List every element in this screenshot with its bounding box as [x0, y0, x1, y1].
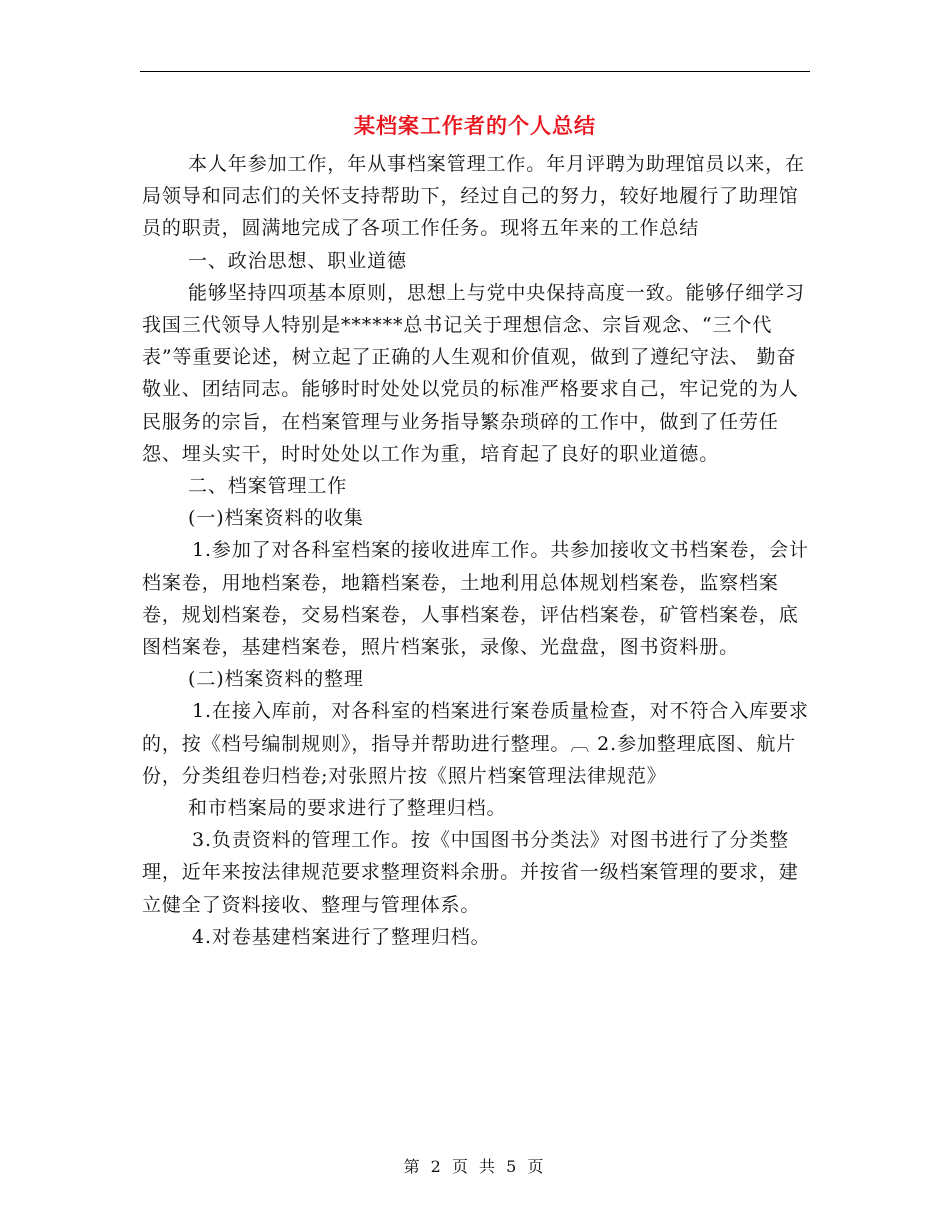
section-heading-1: 一、政治思想、职业道德 [188, 249, 407, 272]
header-rule [140, 71, 810, 72]
paragraph-politics: 能够坚持四项基本原则，思想上与党中央保持高度一致。能够仔细学习我国三代领导人特别是******总书记关于理想信念、宗旨观念、“三个代表”等重要论述，树立起了正确的人生观和价值观，做到了遵纪守法、 勤奋敬业、团结同志。能够时时处处以党员的标准严格要求自己，牢记党的为人民服务的宗旨，在档案管理与业务指导繁杂琐碎的工作中，做到了任劳任怨、埋头实干，时时处处以工作为重，培育起了良好的职业道德。 [142, 281, 805, 465]
subsection-heading-2: (二)档案资料的整理 [188, 668, 364, 691]
section-heading-2: 二、档案管理工作 [188, 475, 348, 498]
paragraph-archive-bureau: 和市档案局的要求进行了整理归档。 [188, 797, 507, 820]
page-number: 第 2 页 共 5 页 [403, 1157, 547, 1176]
paragraph-arrangement: 1.在接入库前，对各科室的档案进行案卷质量检查，对不符合入库要求的，按《档号编制规则》，指导并帮助进行整理。︹ 2.参加整理底图、航片份，分类组卷归档卷;对张照片按《照片档案管理法律规范》 [142, 700, 809, 787]
subsection-heading-1: (一)档案资料的收集 [188, 507, 364, 530]
paragraph-collection: 1.参加了对各科室档案的接收进库工作。共参加接收文书档案卷，会计档案卷，用地档案卷，地籍档案卷，土地利用总体规划档案卷，监察档案卷，规划档案卷，交易档案卷，人事档案卷，评估档案卷，矿管档案卷，底图档案卷，基建档案卷，照片档案张，录像、光盘盘，图书资料册。 [142, 539, 809, 659]
document-body [142, 148, 812, 953]
paragraph-library: 3.负责资料的管理工作。按《中国图书分类法》对图书进行了分类整理，近年来按法律规范要求整理资料余册。并按省一级档案管理的要求，建立健全了资料接收、整理与管理体系。 [142, 829, 799, 916]
document-title: 某档案工作者的个人总结 [354, 113, 596, 138]
paragraph-construction: 4.对卷基建档案进行了整理归档。 [192, 925, 491, 948]
paragraph-intro: 本人年参加工作，年从事档案管理工作。年月评聘为助理馆员以来，在局领导和同志们的关怀支持帮助下，经过自己的努力，较好地履行了助理馆员的职责，圆满地完成了各项工作任务。现将五年来的工作总结 [142, 153, 805, 240]
